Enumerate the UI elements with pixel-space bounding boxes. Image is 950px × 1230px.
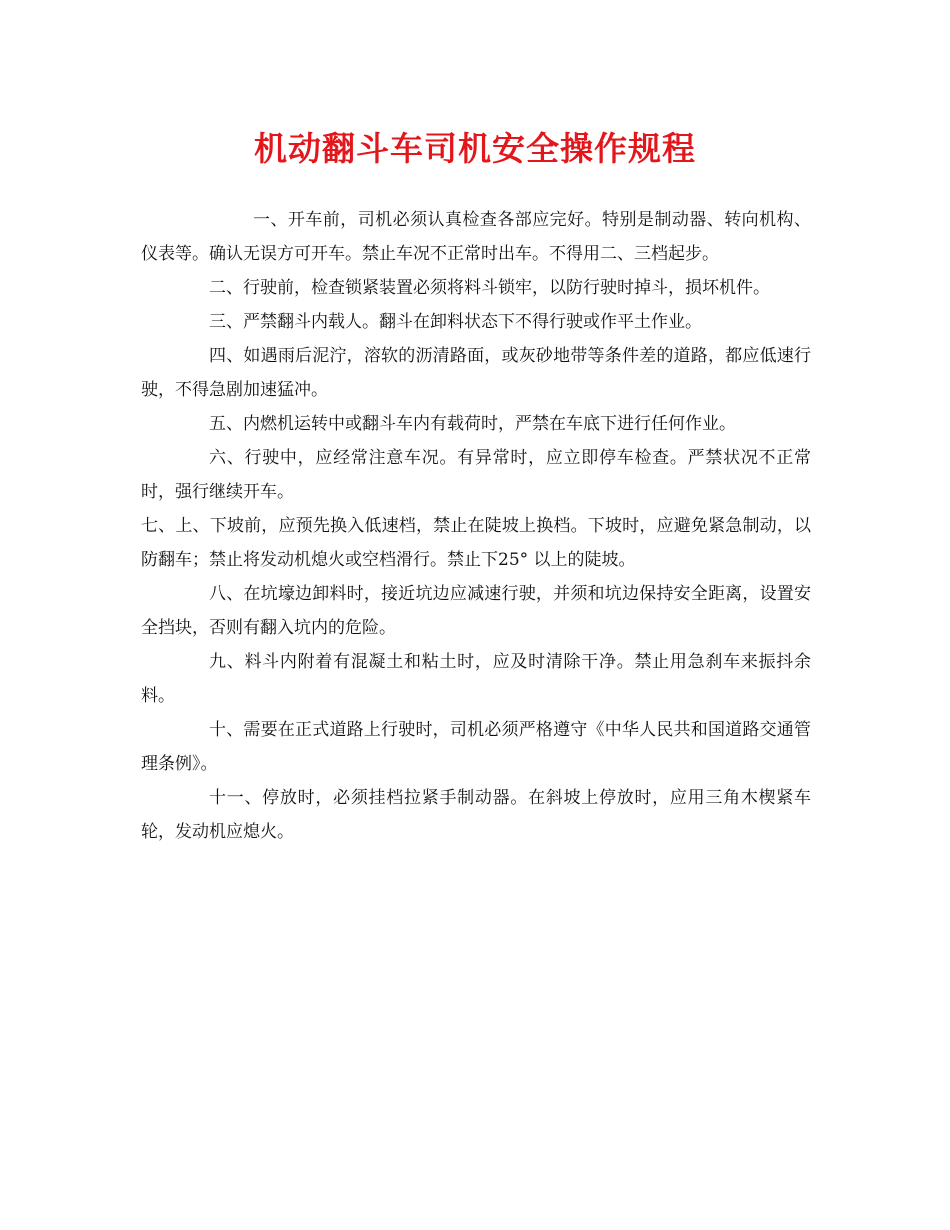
paragraph-11: 十一、停放时，必须挂档拉紧手制动器。在斜坡上停放时，应用三角木楔紧车轮，发动机应熄火。 [141, 788, 811, 842]
paragraph-10: 十、需要在正式道路上行驶时，司机必须严格遵守《中华人民共和国道路交通管理条例》。 [141, 720, 811, 774]
paragraph-2: 二、行驶前，检查锁紧装置必须将料斗锁牢，以防行驶时掉斗，损坏机件。 [209, 278, 770, 298]
paragraph-7: 七、上、下坡前，应预先换入低速档，禁止在陡坡上换档。下坡时，应避免紧急制动，以防翻车；禁止将发动机熄火或空档滑行。禁止下25° 以上的陡坡。 [141, 516, 811, 570]
document-body [141, 203, 811, 849]
paragraph-9: 九、料斗内附着有混凝土和粘土时，应及时清除干净。禁止用急刹车来振抖余料。 [141, 652, 811, 706]
paragraph-8: 八、在坑壕边卸料时，接近坑边应减速行驶，并须和坑边保持安全距离，设置安全挡块，否则有翻入坑内的危险。 [141, 584, 811, 638]
paragraph-5: 五、内燃机运转中或翻斗车内有载荷时，严禁在车底下进行任何作业。 [209, 414, 736, 434]
document-title: 机动翻斗车司机安全操作规程 [254, 129, 696, 168]
paragraph-1: 一、开车前，司机必须认真检查各部应完好。特别是制动器、转向机构、仪表等。确认无误方可开车。禁止车况不正常时出车。不得用二、三档起步。 [141, 210, 811, 264]
paragraph-4: 四、如遇雨后泥泞，溶软的沥清路面，或灰砂地带等条件差的道路，都应低速行驶，不得急剧加速猛冲。 [141, 346, 811, 400]
paragraph-6: 六、行驶中，应经常注意车况。有异常时，应立即停车检查。严禁状况不正常时，强行继续开车。 [141, 448, 811, 502]
paragraph-3: 三、严禁翻斗内载人。翻斗在卸料状态下不得行驶或作平土作业。 [209, 312, 702, 332]
